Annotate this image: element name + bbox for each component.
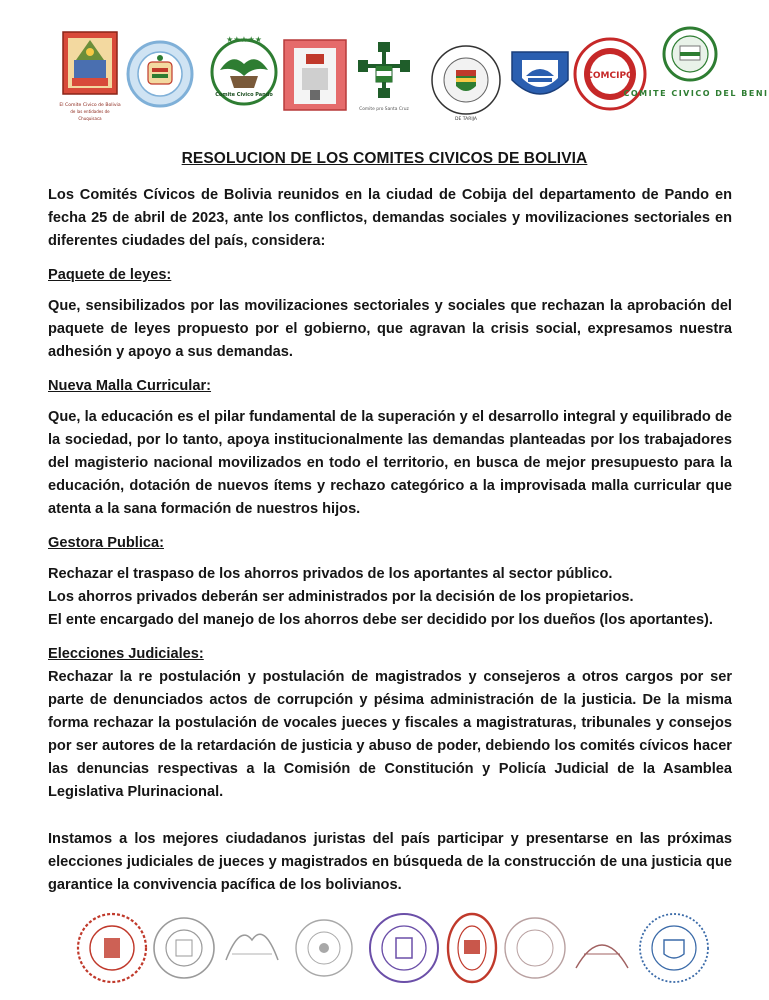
comite-civico-bolivia-logo [60, 30, 120, 126]
seal-stamp-3 [220, 914, 284, 974]
santa-cruz-cross-logo [350, 38, 418, 114]
closing-paragraph: Instamos a los mejores ciudadanos juristas del país participar y presentarse en las próximas elecciones judiciales de jueces y magistrados en búsqueda de la construcción de una justicia que garantice la convivencia pacífica de los bolivianos. [48, 831, 732, 893]
tarija-logo [282, 38, 348, 112]
logo-caption: Comite pro Santa Cruz [359, 107, 409, 112]
section-heading-elecciones-judiciales: Elecciones Judiciales: [48, 646, 204, 662]
comite-circle-logo [126, 38, 194, 110]
seal-stamp-8 [570, 918, 634, 978]
seal-stamp-9 [636, 910, 712, 986]
intro-paragraph: Los Comités Cívicos de Bolivia reunidos en la ciudad de Cobija del departamento de Pando en fecha 25 de abril de 2023, ante los conflictos, demandas sociales y movilizaciones sectoriales en diferentes ciudades del país, considera: [48, 187, 732, 249]
logo-caption: El Comite Civico de Bolivia [59, 103, 121, 108]
section-heading-gestora-publica: Gestora Publica: [48, 535, 164, 551]
seal-stamp-7 [500, 912, 570, 984]
seal-stamp-2 [150, 914, 218, 982]
logo-caption: COMCIPO [586, 71, 634, 81]
svg-text:de las entidades de: de las entidades de [70, 109, 110, 114]
section-heading-malla-curricular: Nueva Malla Curricular: [48, 378, 212, 394]
gestora-line-1: Rechazar el traspaso de los ahorros privados de los aportantes al sector público. [48, 566, 613, 582]
seal-stamp-4 [292, 914, 356, 980]
section-text-paquete-leyes: Que, sensibilizados por las movilizaciones sectoriales y sociales que rechazan la aprobación del paquete de leyes propuesto por el gobierno, que agravan la crisis social, expresamos nuestra adhesión y apoyo a sus demandas. [48, 298, 732, 360]
signature-seals [70, 908, 730, 988]
seal-stamp-5 [366, 910, 442, 986]
comcipo-logo [572, 36, 648, 112]
section-text-elecciones-judiciales: Rechazar la re postulación y postulación de magistrados y consejeros a otros cargos por ser parte de denunciados actos de corrupción y pésima administración de la justicia. De la misma forma rechazar la postulación de vocales jueces y fiscales a magistraturas, tribunales y consejos por ser autores de la retardación de justicia y abuso de poder, debiendo los comités cívicos hacer las denuncias respectivas a la Comisión de Constitución y Policía Judicial de la Asamblea Legislativa Plurinacional. [48, 669, 732, 800]
section-text-malla-curricular: Que, la educación es el pilar fundamental de la superación y el desarrollo integral y equilibrado de la sociedad, por lo tanto, apoya institucionalmente las demandas planteadas por los trabajadores del magisterio nacional movilizados en todo el territorio, en busca de mejor presupuesto para la educación, dotación de nuevos ítems y rechazo categórico a la improvisada malla curricular que atenta a la sana formación de nuestros hijos. [48, 409, 732, 517]
comite-civico-beni-logo [623, 26, 769, 124]
svg-text:★★★★★: ★★★★★ [226, 35, 262, 44]
section-heading-paquete-leyes: Paquete de leyes: [48, 267, 172, 283]
svg-text:Chuquisaca: Chuquisaca [78, 116, 102, 121]
document-title: RESOLUCION DE LOS COMITES CIVICOS DE BOLIVIA [181, 150, 588, 167]
header-logos [56, 26, 769, 126]
comite-civico-pando-logo [208, 30, 280, 110]
comite-shield-logo [508, 46, 572, 108]
document-body [48, 184, 732, 909]
seal-stamp-1 [74, 910, 150, 986]
logo-caption: COMITE CIVICO DEL BENI [623, 89, 769, 98]
gestora-line-3: El ente encargado del manejo de los ahorros debe ser decidido por los dueños (los aportantes). [48, 612, 713, 628]
comite-departamental-logo [428, 40, 504, 122]
svg-text:DE TARIJA: DE TARIJA [455, 117, 477, 122]
seal-stamp-6 [444, 910, 500, 986]
logo-caption: Comite Civico Pando [215, 92, 273, 98]
gestora-line-2: Los ahorros privados deberán ser administrados por la decisión de los propietarios. [48, 589, 634, 605]
